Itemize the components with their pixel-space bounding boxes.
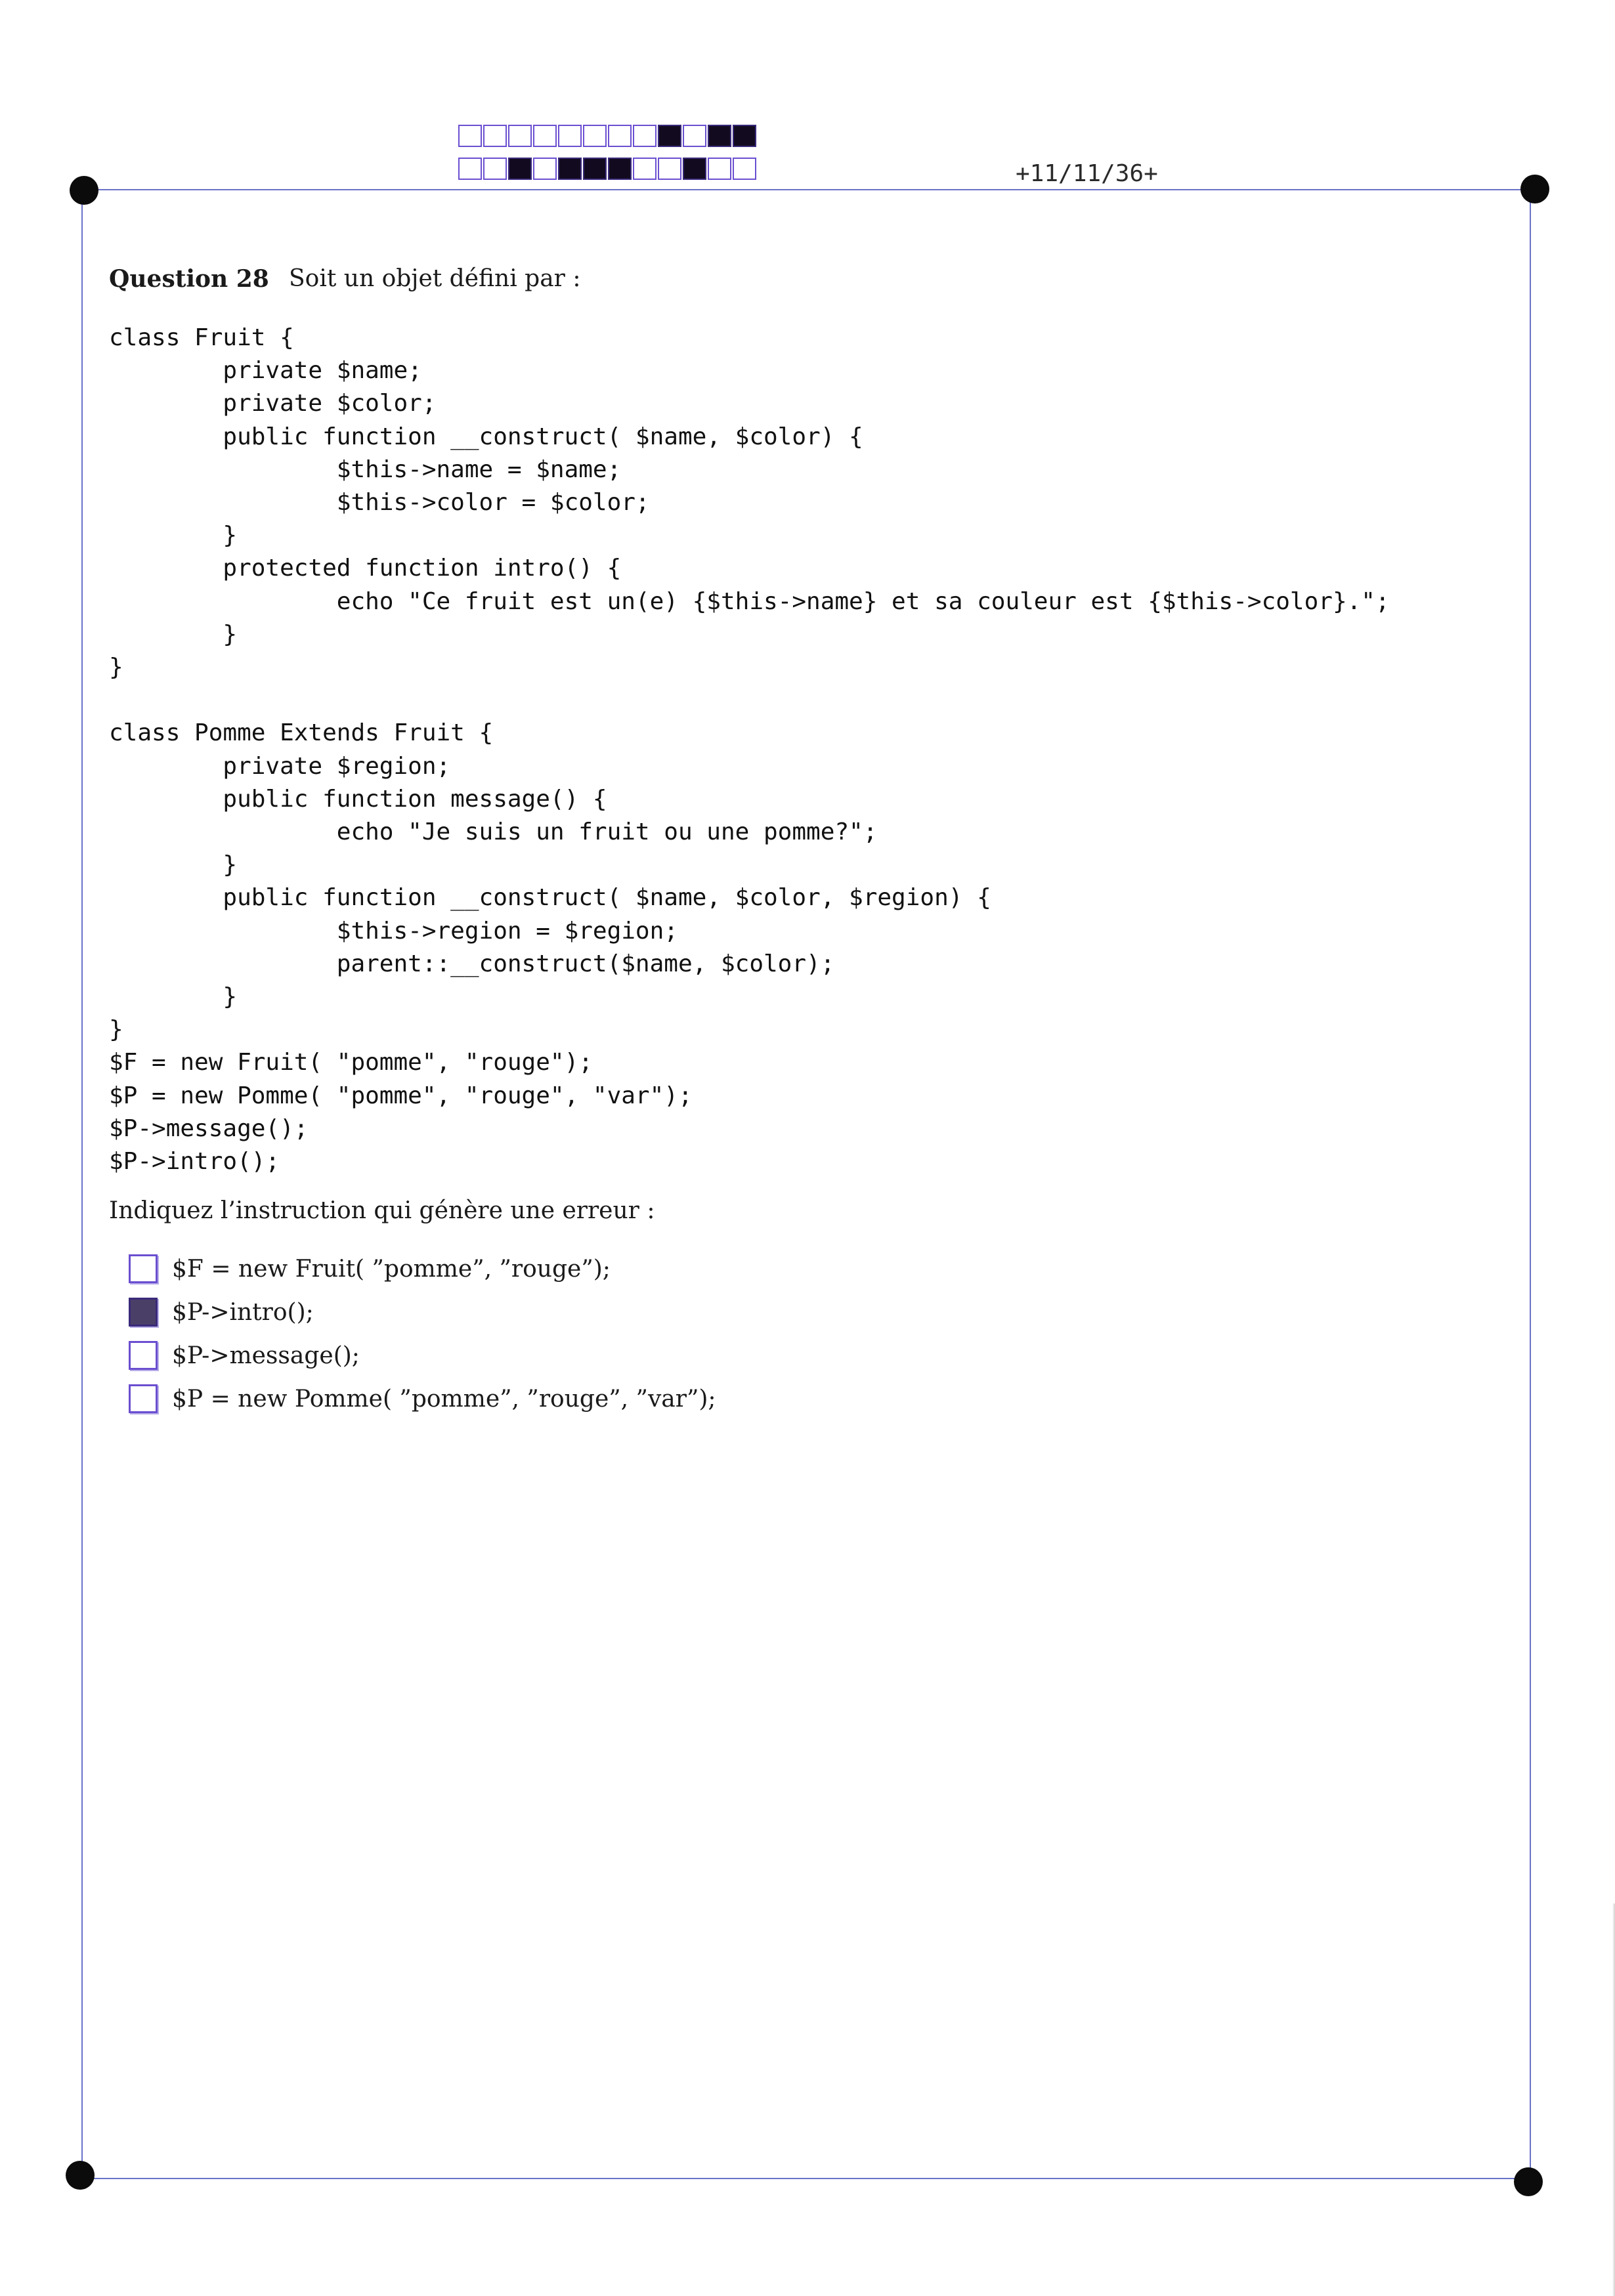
answer-label: $P->intro(); [172,1298,314,1326]
frame-right-line [1530,189,1531,2184]
barcode-cell [558,158,582,180]
frame-bottom-line [79,2178,1530,2179]
question-prompt: Indiquez l’instruction qui génère une erreur : [109,1197,655,1224]
answer-checkbox[interactable] [129,1254,158,1283]
page-identifier: +11/11/36+ [1016,160,1158,187]
corner-mark-top-left [70,176,98,205]
answer-label: $P = new Pomme( ”pomme”, ”rouge”, ”var”); [172,1385,716,1413]
barcode-cell [658,125,681,147]
answer-checkbox[interactable] [129,1384,158,1413]
barcode-row-top [458,125,758,150]
answer-option[interactable] [129,1290,716,1334]
answer-list [129,1247,716,1420]
barcode-cell [633,125,657,147]
barcode-cell [733,158,756,180]
barcode-cell [458,125,482,147]
barcode-cell [533,158,557,180]
barcode-cell [483,158,507,180]
barcode-cell [708,158,731,180]
question-text: Soit un objet défini par : [289,265,581,292]
answer-label: $P->message(); [172,1342,360,1369]
answer-option[interactable] [129,1377,716,1420]
barcode-cell [533,125,557,147]
barcode-cell [608,158,632,180]
barcode-cell [733,125,756,147]
barcode-cell [683,125,706,147]
answer-checkbox[interactable] [129,1341,158,1370]
barcode-cell [508,158,532,180]
corner-mark-bottom-right [1514,2167,1543,2196]
code-block: class Fruit { private $name; private $color; public function __construct( $name, $color) { $this->name = $name; $this->color = $color; } protected function intro() { echo "Ce fruit est un(e) {$this->name} et sa couleur est {$this->color}."; } } class Pomme Extends Fruit { private $region; public function message() { echo "Je suis un fruit ou une pomme?"; } public function __construct( $name, $color, $region) { $this->region = $region; parent::__construct($name, $color); } } $F = new Fruit( "pomme", "rouge"); $P = new Pomme( "pomme", "rouge", "var"); $P->message(); $P->intro(); [109,324,1390,1176]
answer-option[interactable] [129,1334,716,1377]
barcode-cell [458,158,482,180]
question-number: Question 28 [109,265,269,293]
barcode-cell [483,125,507,147]
barcode-row-bottom [458,158,758,182]
barcode-cell [583,125,607,147]
barcode-cell [633,158,657,180]
answer-option[interactable] [129,1247,716,1290]
barcode-cell [708,125,731,147]
barcode-cell [683,158,706,180]
answer-checkbox[interactable] [129,1298,158,1327]
answer-label: $F = new Fruit( ”pomme”, ”rouge”); [172,1255,611,1283]
barcode-cell [608,125,632,147]
frame-top-line [85,189,1536,190]
barcode-cell [583,158,607,180]
barcode-cell [508,125,532,147]
barcode-cell [658,158,681,180]
frame-left-line [81,189,83,2178]
corner-mark-top-right [1520,175,1549,203]
page-edge-shadow [1612,1903,1615,2296]
corner-mark-bottom-left [66,2161,95,2190]
barcode-cell [558,125,582,147]
